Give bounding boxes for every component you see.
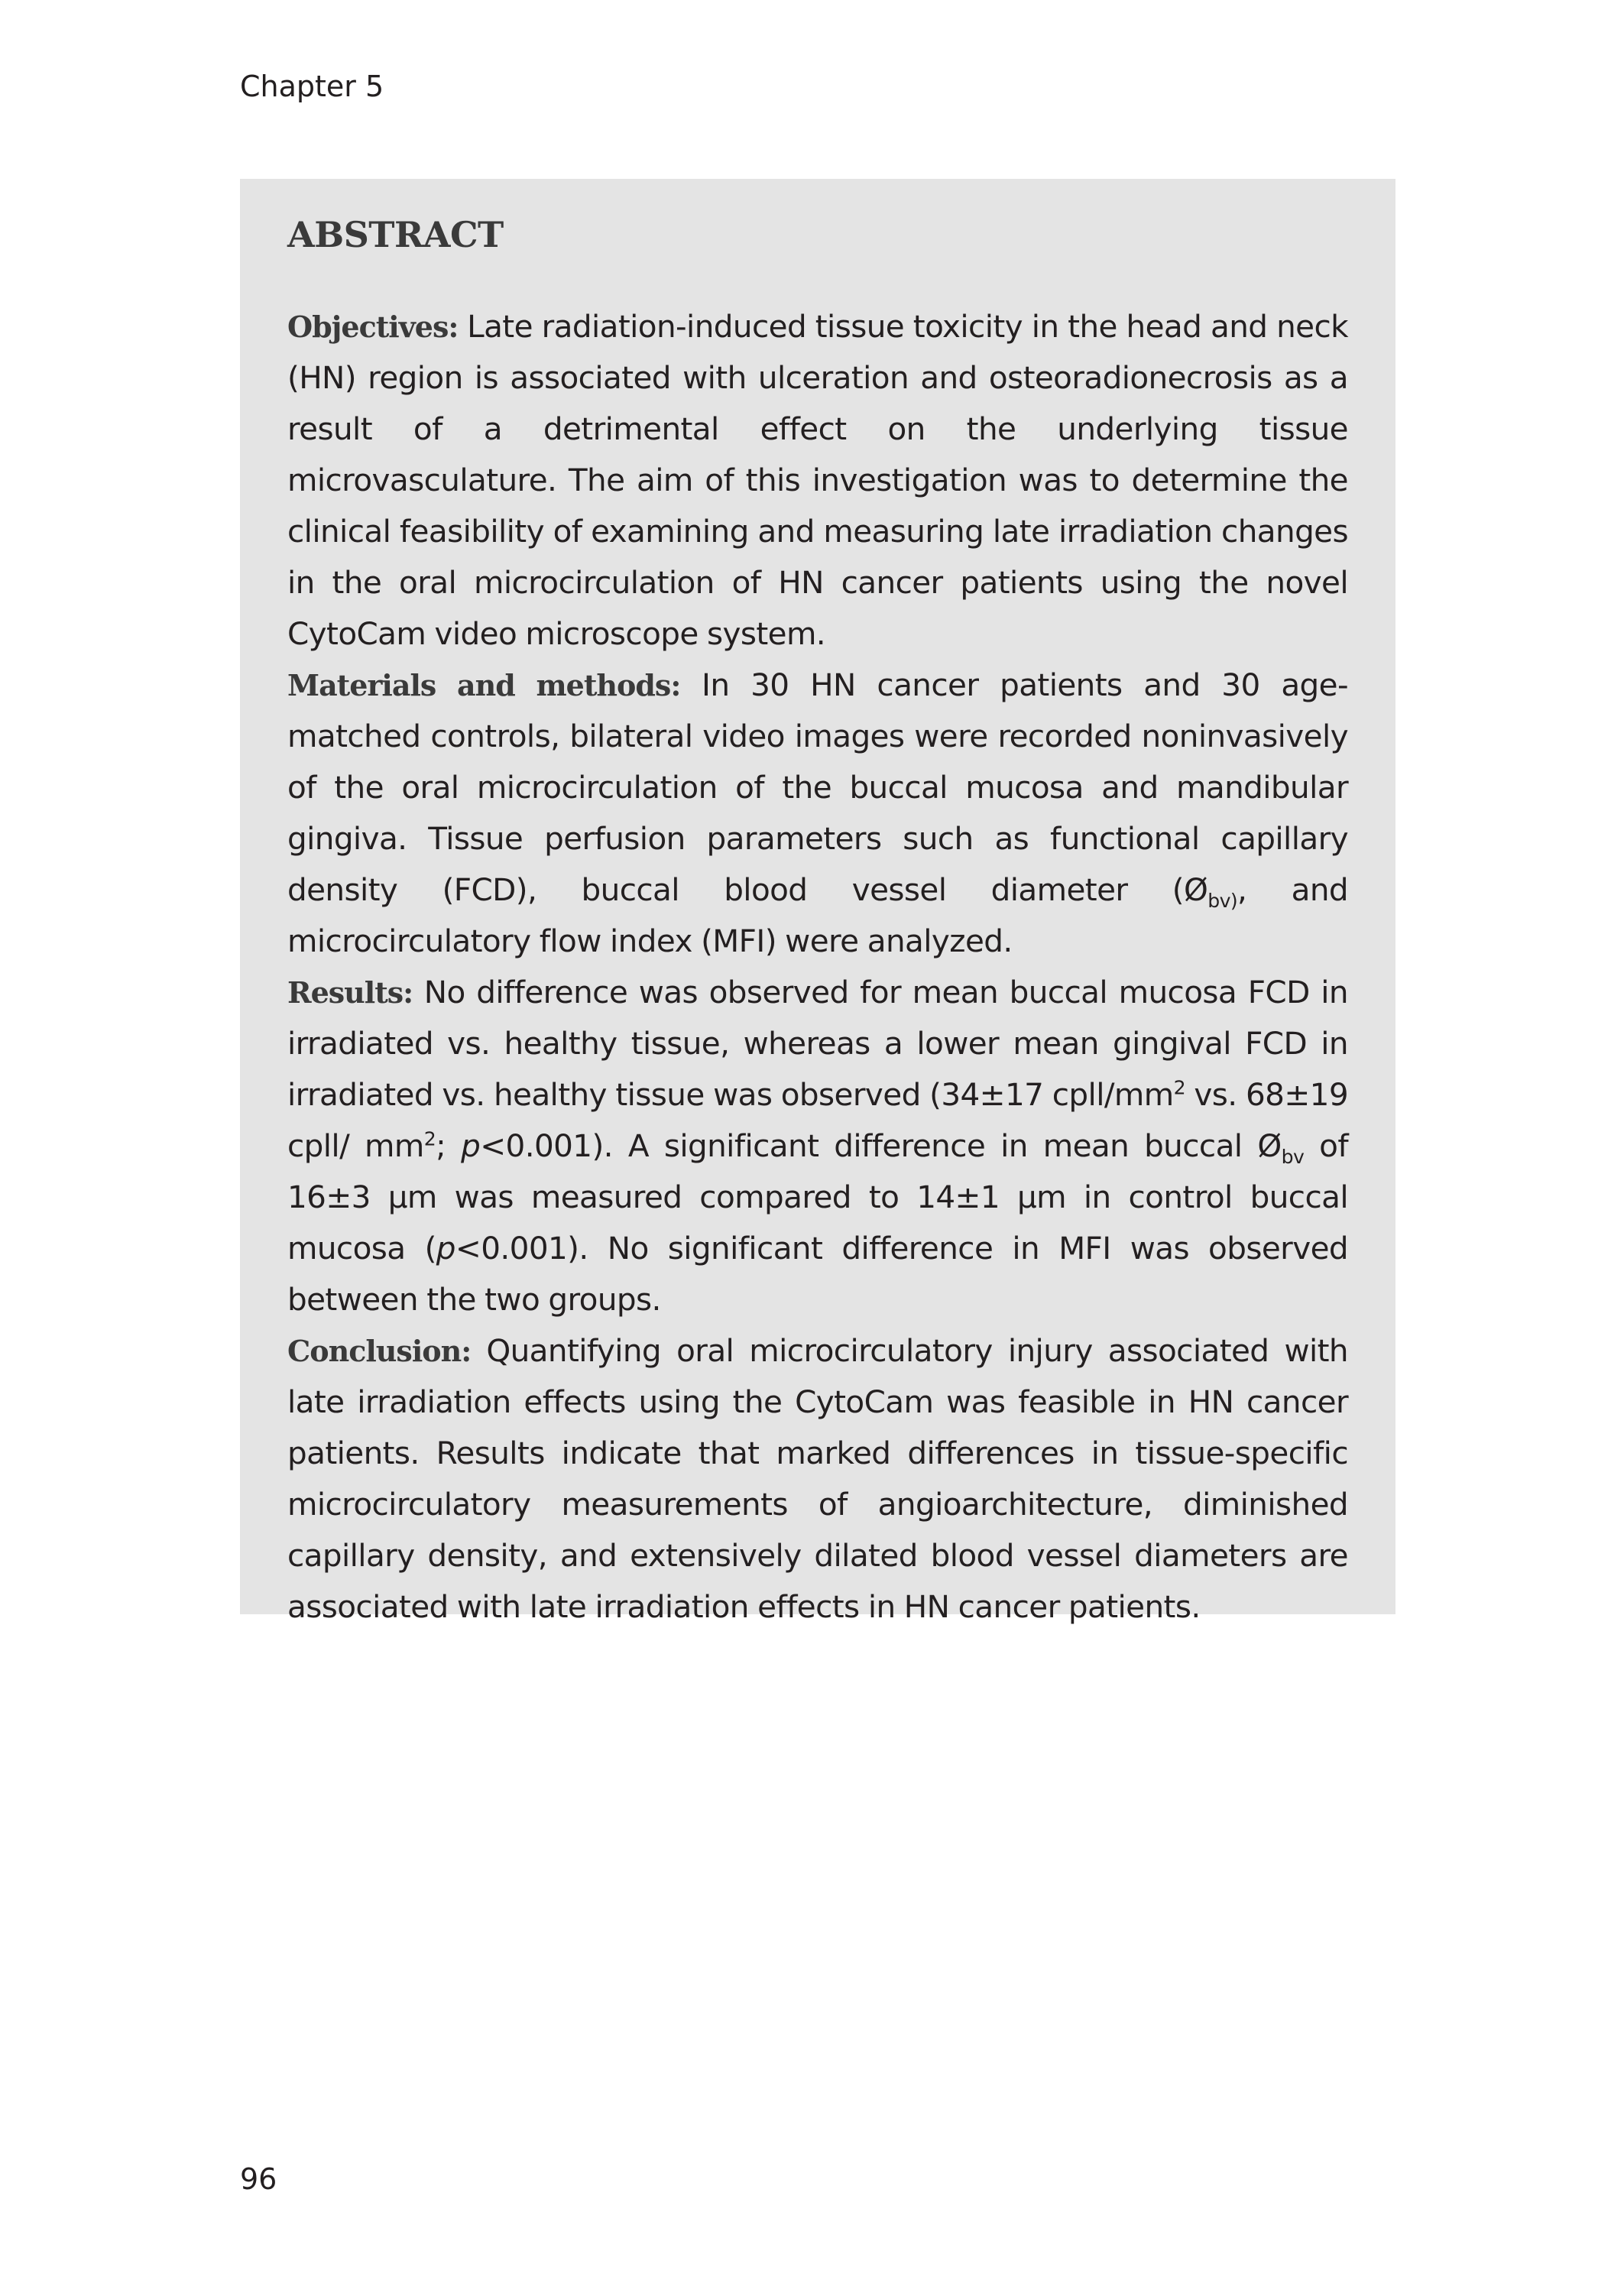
objectives-text: Late radiation-induced tissue toxicity in the head and neck (HN) region is associated with ulceration and osteoradionecrosis as a result of a detrimental effect on the underlying tissue microvasculature. The aim of this investigation was to determine the clinical feasibility of examining and measuring late irradiation changes in the oral microcirculation of HN cancer patients using the novel CytoCam video microscope system. xyxy=(287,308,1348,652)
results-text-6: <0.001). No significant difference in MFI was observed between the two groups. xyxy=(287,1230,1348,1318)
methods-text-2: , and microcirculatory flow index (MFI) were analyzed. xyxy=(287,871,1348,959)
abstract-title: ABSTRACT xyxy=(287,214,504,255)
objectives-paragraph xyxy=(287,301,1348,660)
methods-text-1: In 30 HN cancer patients and 30 age-matched controls, bilateral video images were recorded noninvasively of the oral microcirculation of the buccal mucosa and mandibular gingiva. Tissue perfusion parameters such as functional capillary density (FCD), buccal blood vessel diameter (Ø xyxy=(287,666,1348,908)
conclusion-text: Quantifying oral microcirculatory injury associated with late irradiation effects using the CytoCam was feasible in HN cancer patients. Results indicate that marked differences in tissue-specific microcirculatory measurements of angioarchitecture, diminished capillary density, and extensively dilated blood vessel diameters are associated with late irradiation effects in HN cancer patients. xyxy=(287,1332,1348,1625)
conclusion-label: Conclusion: xyxy=(287,1334,472,1368)
abstract-body xyxy=(287,301,1348,1633)
results-superscript-1: 2 xyxy=(1173,1076,1185,1099)
page-number: 96 xyxy=(240,2162,277,2196)
results-paragraph xyxy=(287,967,1348,1325)
abstract-box xyxy=(240,179,1395,1625)
results-subscript-bv: bv xyxy=(1281,1146,1305,1169)
running-head: Chapter 5 xyxy=(240,70,384,103)
results-superscript-2: 2 xyxy=(423,1127,436,1150)
results-text-4: <0.001). A significant difference in mean buccal Ø xyxy=(480,1127,1282,1164)
results-p-value-2: p xyxy=(436,1230,455,1267)
results-text-1: No difference was observed for mean buccal mucosa FCD in irradiated vs. healthy tissue, whereas a lower mean gingival FCD in irradiated vs. healthy tissue was observed (34±17 cpll/mm xyxy=(287,974,1348,1113)
results-label: Results: xyxy=(287,975,413,1010)
results-text-2: vs. 68±19 cpll/ mm xyxy=(287,1076,1349,1164)
results-text-3: ; xyxy=(436,1127,462,1164)
results-text-5: of 16±3 μm was measured compared to 14±1 μm in control buccal mucosa ( xyxy=(287,1127,1348,1267)
methods-subscript-bv: bv) xyxy=(1207,890,1238,913)
conclusion-paragraph xyxy=(287,1325,1348,1633)
results-p-value-1: p xyxy=(461,1127,481,1164)
methods-paragraph xyxy=(287,660,1348,967)
methods-label: Materials and methods: xyxy=(287,668,681,702)
objectives-label: Objectives: xyxy=(287,310,459,344)
